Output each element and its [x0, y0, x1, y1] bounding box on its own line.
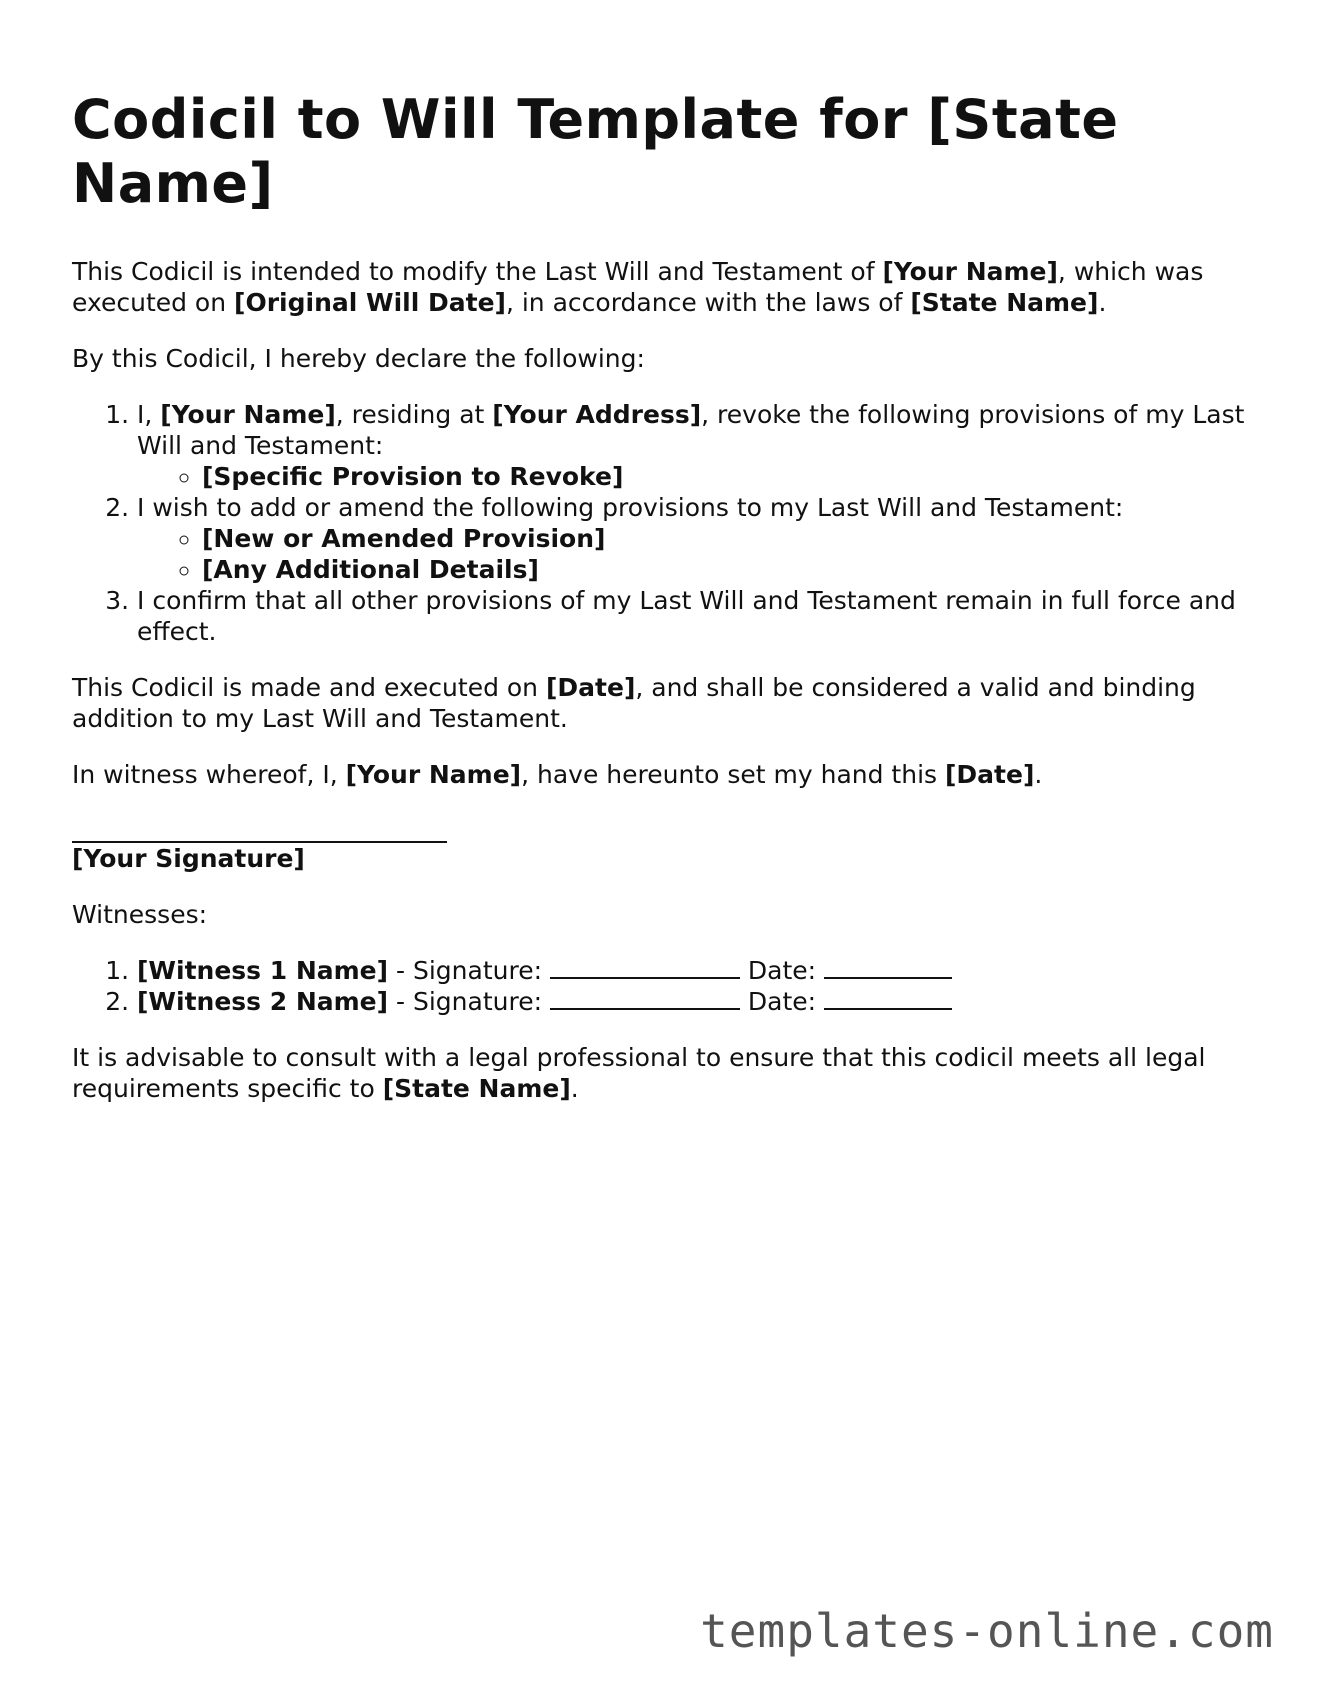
specific-provision-placeholder: [Specific Provision to Revoke]	[202, 462, 624, 491]
revoke-sublist	[137, 461, 1252, 492]
date-placeholder: [Date]	[944, 760, 1035, 789]
your-name-placeholder: [Your Name]	[160, 400, 336, 429]
whereof-text-1: In witness whereof, I,	[72, 760, 346, 789]
list-item	[137, 585, 1252, 647]
witness-2-date-blank[interactable]	[824, 986, 952, 1010]
document-title: Codicil to Will Template for [State Name]	[72, 88, 1119, 215]
signature-label: [Your Signature]	[72, 844, 305, 873]
signature-block	[72, 815, 1252, 874]
signature-line[interactable]	[72, 815, 447, 843]
amend-sublist	[137, 523, 1252, 585]
item1-text-3: , revoke the following provisions of my Last Will and Testament:	[137, 400, 1245, 460]
executed-text-2: , and shall be considered a valid and binding addition to my Last Will and Testament.	[72, 673, 1196, 733]
state-name-placeholder: [State Name]	[910, 288, 1099, 317]
signature-label-text: - Signature:	[388, 956, 550, 985]
intro-text-1: This Codicil is intended to modify the Last Will and Testament of	[72, 257, 883, 286]
list-item	[137, 492, 1252, 585]
witnesses-list	[72, 955, 1252, 1017]
whereof-text-2: , have hereunto set my hand this	[521, 760, 945, 789]
your-address-placeholder: [Your Address]	[492, 400, 702, 429]
advice-text-1: It is advisable to consult with a legal professional to ensure that this codicil meets all legal requirements specific to	[72, 1043, 1206, 1103]
date-placeholder: [Date]	[545, 673, 636, 702]
intro-text-2: , which was executed on	[72, 257, 1204, 317]
executed-paragraph	[72, 672, 1252, 734]
witness-2-signature-blank[interactable]	[550, 986, 740, 1010]
intro-text-4: .	[1098, 288, 1107, 317]
item1-text-1: I,	[137, 400, 161, 429]
advice-text-2: .	[570, 1074, 579, 1103]
declare-paragraph: By this Codicil, I hereby declare the following:	[72, 344, 645, 373]
executed-text-1: This Codicil is made and executed on	[72, 673, 546, 702]
signature-label-text: - Signature:	[388, 987, 550, 1016]
item2-text: I wish to add or amend the following provisions to my Last Will and Testament:	[137, 493, 1124, 522]
item1-text-2: , residing at	[335, 400, 493, 429]
list-item	[202, 523, 1252, 554]
witness-1-date-blank[interactable]	[824, 955, 952, 979]
state-name-placeholder: [State Name]	[382, 1074, 571, 1103]
your-name-placeholder: [Your Name]	[345, 760, 522, 789]
witness-1-name-placeholder: [Witness 1 Name]	[137, 956, 389, 985]
witness-2-name-placeholder: [Witness 2 Name]	[137, 987, 389, 1016]
witness-whereof-paragraph	[72, 759, 1252, 790]
list-item	[137, 986, 1252, 1017]
list-item	[137, 399, 1252, 492]
original-will-date-placeholder: [Original Will Date]	[234, 288, 506, 317]
document-page	[72, 88, 1252, 1129]
provisions-list	[72, 399, 1252, 647]
list-item	[202, 554, 1252, 585]
witnesses-heading: Witnesses:	[72, 900, 208, 929]
list-item	[202, 461, 1252, 492]
intro-paragraph	[72, 256, 1252, 318]
advice-paragraph	[72, 1042, 1252, 1104]
footer-watermark: templates-online.com	[700, 1604, 1274, 1658]
date-label-text: Date:	[739, 987, 825, 1016]
whereof-text-3: .	[1034, 760, 1043, 789]
date-label-text: Date:	[739, 956, 825, 985]
new-provision-placeholder: [New or Amended Provision]	[202, 524, 606, 553]
your-name-placeholder: [Your Name]	[882, 257, 1058, 286]
list-item	[137, 955, 1252, 986]
item3-text: I confirm that all other provisions of my Last Will and Testament remain in full force and effect.	[137, 586, 1236, 646]
additional-details-placeholder: [Any Additional Details]	[202, 555, 539, 584]
intro-text-3: , in accordance with the laws of	[505, 288, 911, 317]
witness-1-signature-blank[interactable]	[550, 955, 740, 979]
